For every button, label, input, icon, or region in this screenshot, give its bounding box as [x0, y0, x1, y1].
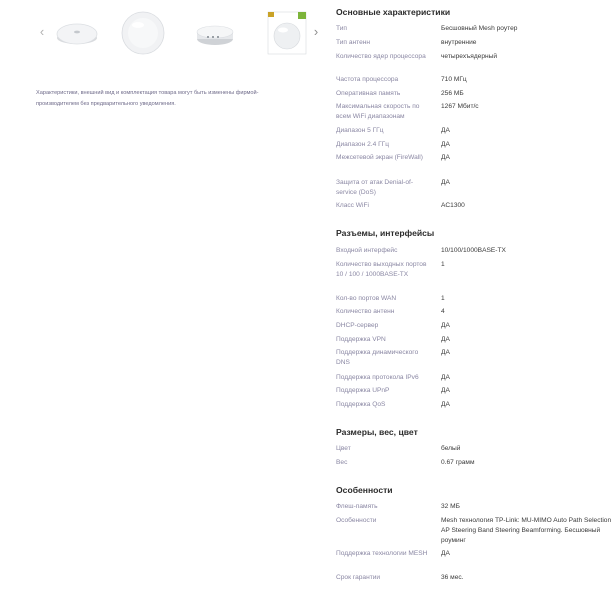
spec-label: Диапазон 2.4 ГГц — [336, 141, 389, 148]
product-gallery — [36, 8, 326, 58]
spec-label: Тип — [336, 25, 347, 32]
spec-value: 256 МБ — [441, 90, 464, 97]
spec-value: четырехъядерный — [441, 53, 498, 60]
spec-value: ДА — [441, 387, 450, 394]
spec-value: ДА — [441, 550, 450, 557]
spec-value: Mesh технология TP-Link: MU-MIMO Auto Path Selection AP Steering Band Steering Beamforming. Бесшовный роуминг — [441, 517, 612, 544]
spec-value: 36 мес. — [441, 574, 464, 581]
router-angled-view-icon[interactable] — [190, 8, 240, 58]
spec-label: DHCP-сервер — [336, 322, 379, 329]
router-side-view-icon[interactable] — [52, 8, 102, 58]
spec-value: Бесшовный Mesh роутер — [441, 25, 518, 32]
chevron-left-icon[interactable]: ‹ — [39, 24, 45, 39]
spec-value: ДА — [441, 127, 450, 134]
spec-label: Поддержка технологии MESH — [336, 550, 428, 557]
disclaimer-text: Характеристики, внешний вид и комплектация товара могут быть изменены фирмой-производителем без предварительного уведомления. — [36, 90, 259, 107]
spec-value: 32 МБ — [441, 503, 460, 510]
spec-label: Класс WiFi — [336, 202, 369, 209]
section-title: Основные характеристики — [336, 7, 451, 17]
spec-value: 1267 Мбит/с — [441, 103, 479, 110]
spec-value: ДА — [441, 401, 450, 408]
spec-label: Защита от атак Denial-of-service (DoS) — [336, 179, 414, 196]
spec-label: Частота процессора — [336, 76, 399, 83]
spec-label: Входной интерфейс — [336, 247, 398, 254]
router-top-view-icon[interactable] — [118, 8, 168, 58]
spec-label: Срок гарантии — [336, 574, 381, 581]
section-title: Размеры, вес, цвет — [336, 427, 418, 437]
spec-value: 1 — [441, 261, 445, 268]
spec-label: Количество ядер процессора — [336, 53, 426, 60]
spec-value: ДА — [441, 349, 450, 356]
spec-label: Флеш-память — [336, 503, 378, 510]
spec-value: 4 — [441, 308, 445, 315]
spec-value: ДА — [441, 141, 450, 148]
spec-label: Тип антенн — [336, 39, 371, 46]
spec-value: ДА — [441, 179, 450, 186]
spec-value: ДА — [441, 322, 450, 329]
spec-label: Количество антенн — [336, 308, 395, 315]
spec-label: Кол-во портов WAN — [336, 295, 397, 302]
spec-value: 10/100/1000BASE-TX — [441, 247, 506, 254]
spec-label: Особенности — [336, 517, 377, 524]
section-title: Разъемы, интерфейсы — [336, 228, 435, 238]
spec-label: Поддержка протокола IPv6 — [336, 374, 419, 381]
spec-value: 710 МГц — [441, 76, 467, 83]
spec-label: Межсетевой экран (FireWall) — [336, 154, 423, 161]
spec-label: Поддержка динамического DNS — [336, 349, 419, 366]
spec-label: Диапазон 5 ГГц — [336, 127, 384, 134]
section-title: Особенности — [336, 485, 393, 495]
chevron-right-icon[interactable]: › — [313, 24, 319, 39]
spec-label: Количество выходных портов 10 / 100 / 1000BASE-TX — [336, 261, 427, 278]
spec-value: 0.67 грамм — [441, 459, 475, 466]
spec-value: внутренние — [441, 39, 477, 46]
router-box-icon[interactable] — [262, 8, 312, 58]
spec-label: Поддержка UPnP — [336, 387, 390, 394]
spec-value: 1 — [441, 295, 445, 302]
spec-label: Цвет — [336, 445, 351, 452]
spec-label: Поддержка VPN — [336, 336, 386, 343]
spec-label: Вес — [336, 459, 348, 466]
spec-value: ДА — [441, 374, 450, 381]
spec-value: белый — [441, 445, 461, 452]
spec-value: ДА — [441, 336, 450, 343]
spec-label: Оперативная память — [336, 90, 401, 97]
spec-label: Максимальная скорость по всем WiFi диапазонам — [336, 103, 420, 120]
spec-label: Поддержка QoS — [336, 401, 386, 408]
spec-value: ДА — [441, 154, 450, 161]
spec-value: AC1300 — [441, 202, 465, 209]
